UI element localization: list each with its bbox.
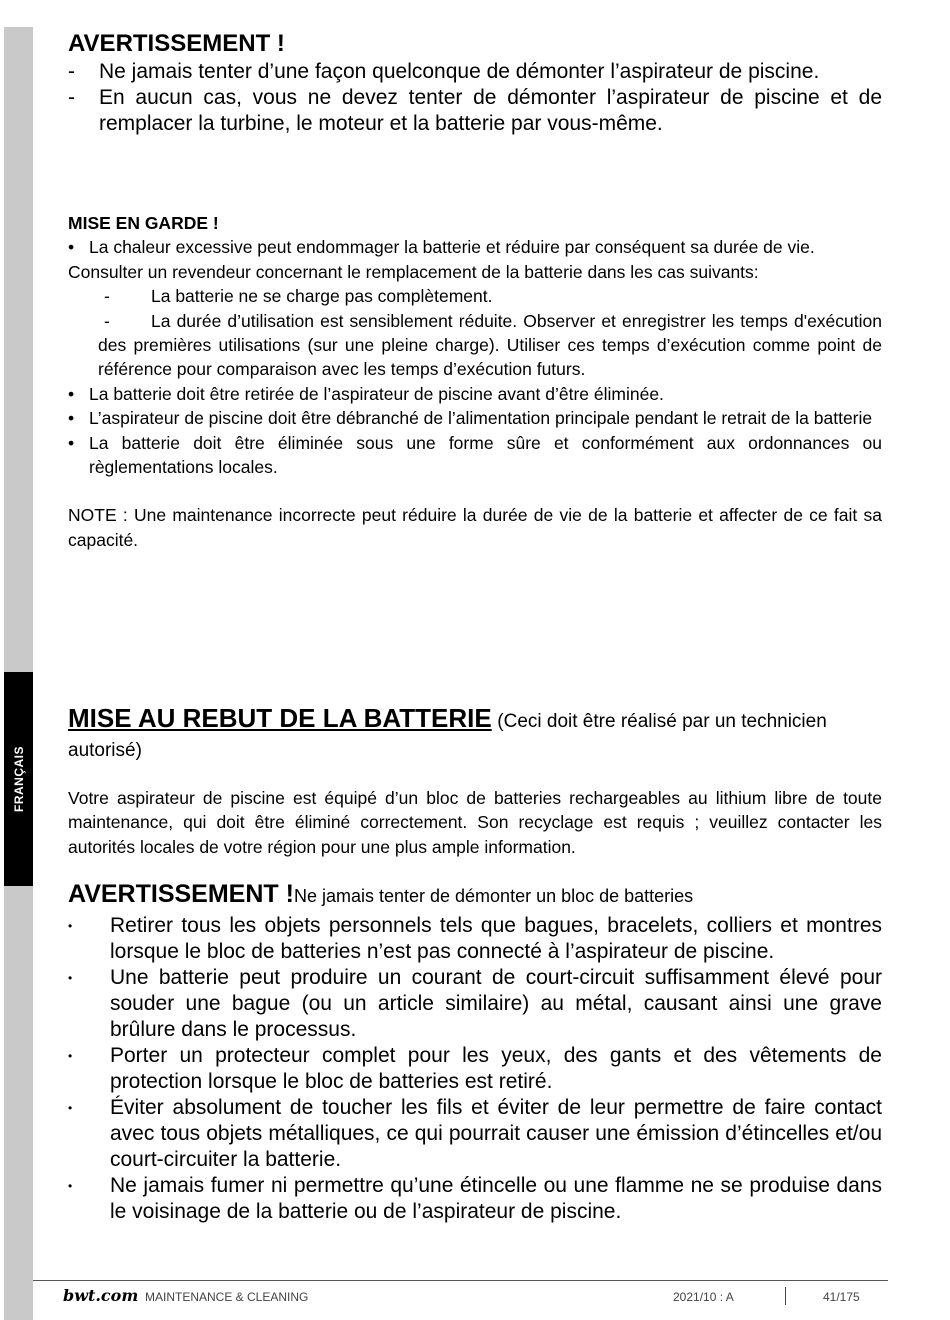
warning-section-2 (68, 880, 882, 1225)
list-item: • Une batterie peut produire un courant de court-circuit suffisamment élevé pour souder une bague (ou un article similaire) au métal, causant ainsi une grave brûlure dans le processus. (68, 966, 882, 1041)
footer-revision: 2021/10 : A (673, 1290, 734, 1304)
bwt-logo: bwt.com (63, 1286, 139, 1305)
list-item: • La chaleur excessive peut endommager la batterie et réduire par conséquent sa durée de vie. (68, 237, 815, 258)
caution-title: MISE EN GARDE ! (68, 213, 219, 233)
list-item: - La batterie ne se charge pas complètement. (104, 286, 493, 307)
footer-divider (785, 1287, 786, 1305)
warning-section-1 (68, 30, 882, 137)
disposal-title: MISE AU REBUT DE LA BATTERIE (68, 703, 492, 733)
language-tab (4, 672, 33, 886)
disposal-body: Votre aspirateur de piscine est équipé d’un bloc de batteries rechargeables au lithium libre de toute maintenance, qui doit être éliminé correctement. Son recyclage est requis ; veuillez contacter les autorités locales de votre région pour une plus ample information. (68, 788, 882, 857)
warning-subtitle-2: Ne jamais tenter de démonter un bloc de batteries (293, 886, 694, 906)
list-item: • L’aspirateur de piscine doit être débranché de l’alimentation principale pendant le retrait de la batterie (68, 408, 873, 429)
page-number: 41/175 (823, 1290, 860, 1304)
list-item: • Retirer tous les objets personnels tels que bagues, bracelets, colliers et montres lorsque le bloc de batteries n’est pas connecté à l’aspirateur de piscine. (68, 914, 882, 963)
list-item: • La batterie doit être retirée de l’aspirateur de piscine avant d’être éliminée. (68, 383, 664, 404)
warning-list-2 (68, 913, 882, 1225)
list-item: - La durée d’utilisation est sensiblement réduite. Observer et enregistrer les temps d'exécution des premières utilisations (sur une pleine charge). Utiliser ces temps d’exécution comme point de référence pour comparaison avec les temps d’exécution futurs. (98, 310, 882, 380)
list-item: • La batterie doit être éliminée sous une forme sûre et conformément aux ordonnances ou règlementations locales. (68, 432, 882, 478)
caution-consult: Consulter un revendeur concernant le remplacement de la batterie dans les cas suivants: (68, 261, 759, 282)
disposal-section (68, 704, 882, 765)
warning-title-2: AVERTISSEMENT ! (68, 880, 294, 908)
list-item: • Porter un protecteur complet pour les yeux, des gants et des vêtements de protection lorsque le bloc de batteries est retiré. (68, 1044, 882, 1093)
disposal-subtitle: (Ceci doit être réalisé par un technicien autorisé) (68, 711, 827, 761)
caution-section (68, 211, 882, 552)
list-item: - En aucun cas, vous ne devez tenter de démonter l’aspirateur de piscine et de remplacer la turbine, le moteur et la batterie par vous-même. (68, 86, 882, 135)
list-item: • Ne jamais fumer ni permettre qu’une étincelle ou une flamme ne se produise dans le voisinage de la batterie ou de l’aspirateur de piscine. (68, 1174, 882, 1223)
footer-section: MAINTENANCE & CLEANING (145, 1290, 309, 1304)
warning-list-1 (68, 59, 882, 137)
list-item: - Ne jamais tenter d’une façon quelconque de démonter l’aspirateur de piscine. (68, 60, 820, 83)
page-footer (33, 1280, 888, 1311)
caution-note: NOTE : Une maintenance incorrecte peut réduire la durée de vie de la batterie et affecter de ce fait sa capacité. (68, 505, 882, 550)
warning-title-1: AVERTISSEMENT ! (68, 30, 285, 57)
language-label: FRANÇAIS (11, 746, 26, 812)
list-item: • Éviter absolument de toucher les fils et éviter de leur permettre de faire contact avec tous objets métalliques, ce qui pourrait causer une émission d’étincelles et/ou court-circuiter la batterie. (68, 1096, 882, 1171)
